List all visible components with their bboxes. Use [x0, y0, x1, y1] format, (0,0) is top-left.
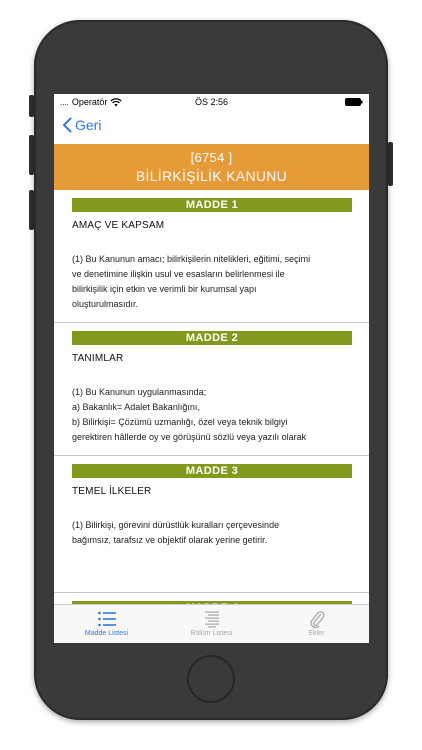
article-line: (1) Bu Kanunun uygulanmasında;	[72, 387, 207, 397]
article-heading: AMAÇ VE KAPSAM	[72, 220, 165, 231]
article-line: oluşturulmasıdır.	[72, 299, 139, 309]
article-item-1[interactable]	[54, 190, 369, 323]
article-item-2[interactable]	[54, 323, 369, 456]
article-label: MADDE 3	[72, 464, 352, 478]
tab-bar	[54, 604, 369, 643]
article-heading: TEMEL İLKELER	[72, 486, 152, 497]
status-bar	[54, 94, 369, 110]
power-button[interactable]	[388, 142, 393, 186]
tab-ekler[interactable]	[264, 605, 369, 643]
article-line: (1) Bilirkişi, görevini dürüstlük kuralları çerçevesinde	[72, 520, 280, 530]
law-title: BİLİRKİŞİLİK KANUNU	[135, 168, 288, 184]
article-line: gerektiren hâllerde oy ve görüşünü sözlü veya yazılı olarak	[72, 432, 307, 442]
sections-icon	[202, 610, 222, 628]
tab-bolum-listesi[interactable]	[159, 605, 264, 643]
status-time: ÖS 2:56	[194, 97, 229, 107]
paperclip-icon	[307, 610, 327, 628]
carrier-name: Operatör	[71, 97, 108, 107]
tab-label: Ekler	[308, 630, 325, 637]
article-line: ve denetimine ilişkin usul ve esasların belirlenmesi ile	[72, 269, 285, 279]
law-number: [6754 ]	[190, 150, 233, 165]
article-list[interactable]	[54, 190, 369, 604]
list-icon	[97, 610, 117, 628]
article-line: b) Bilirkişi= Çözümü uzmanlığı, özel veya teknik bilgiyi	[72, 417, 288, 427]
article-label: MADDE 2	[72, 331, 352, 345]
article-line: a) Bakanlık= Adalet Bakanlığını,	[72, 402, 200, 412]
article-label: MADDE 1	[72, 198, 352, 212]
article-line: bağımsız, tarafsız ve objektif olarak yerine getirir.	[72, 535, 268, 545]
home-button[interactable]	[187, 655, 235, 703]
article-item-3[interactable]	[54, 456, 369, 593]
article-body	[72, 518, 356, 548]
battery-icon	[345, 98, 363, 106]
back-button[interactable]	[62, 117, 101, 133]
article-heading: TANIMLAR	[72, 353, 124, 364]
article-line: (1) Bu Kanunun amacı; bilirkişilerin nitelikleri, eğitimi, seçimi	[72, 254, 311, 264]
article-body	[72, 385, 356, 445]
tab-madde-listesi[interactable]	[54, 605, 159, 643]
tab-label: Madde Listesi	[84, 630, 129, 637]
signal-strength: ....	[60, 97, 69, 107]
law-header	[54, 144, 369, 190]
app-screen	[54, 94, 369, 643]
navigation-bar	[54, 110, 369, 144]
article-body	[72, 252, 356, 312]
article-line: bilirkişilik için etkin ve verimli bir kurumsal yapı	[72, 284, 257, 294]
chevron-left-icon	[62, 117, 72, 133]
tab-label: Bölüm Listesi	[190, 630, 233, 637]
back-label: Geri	[75, 117, 102, 133]
